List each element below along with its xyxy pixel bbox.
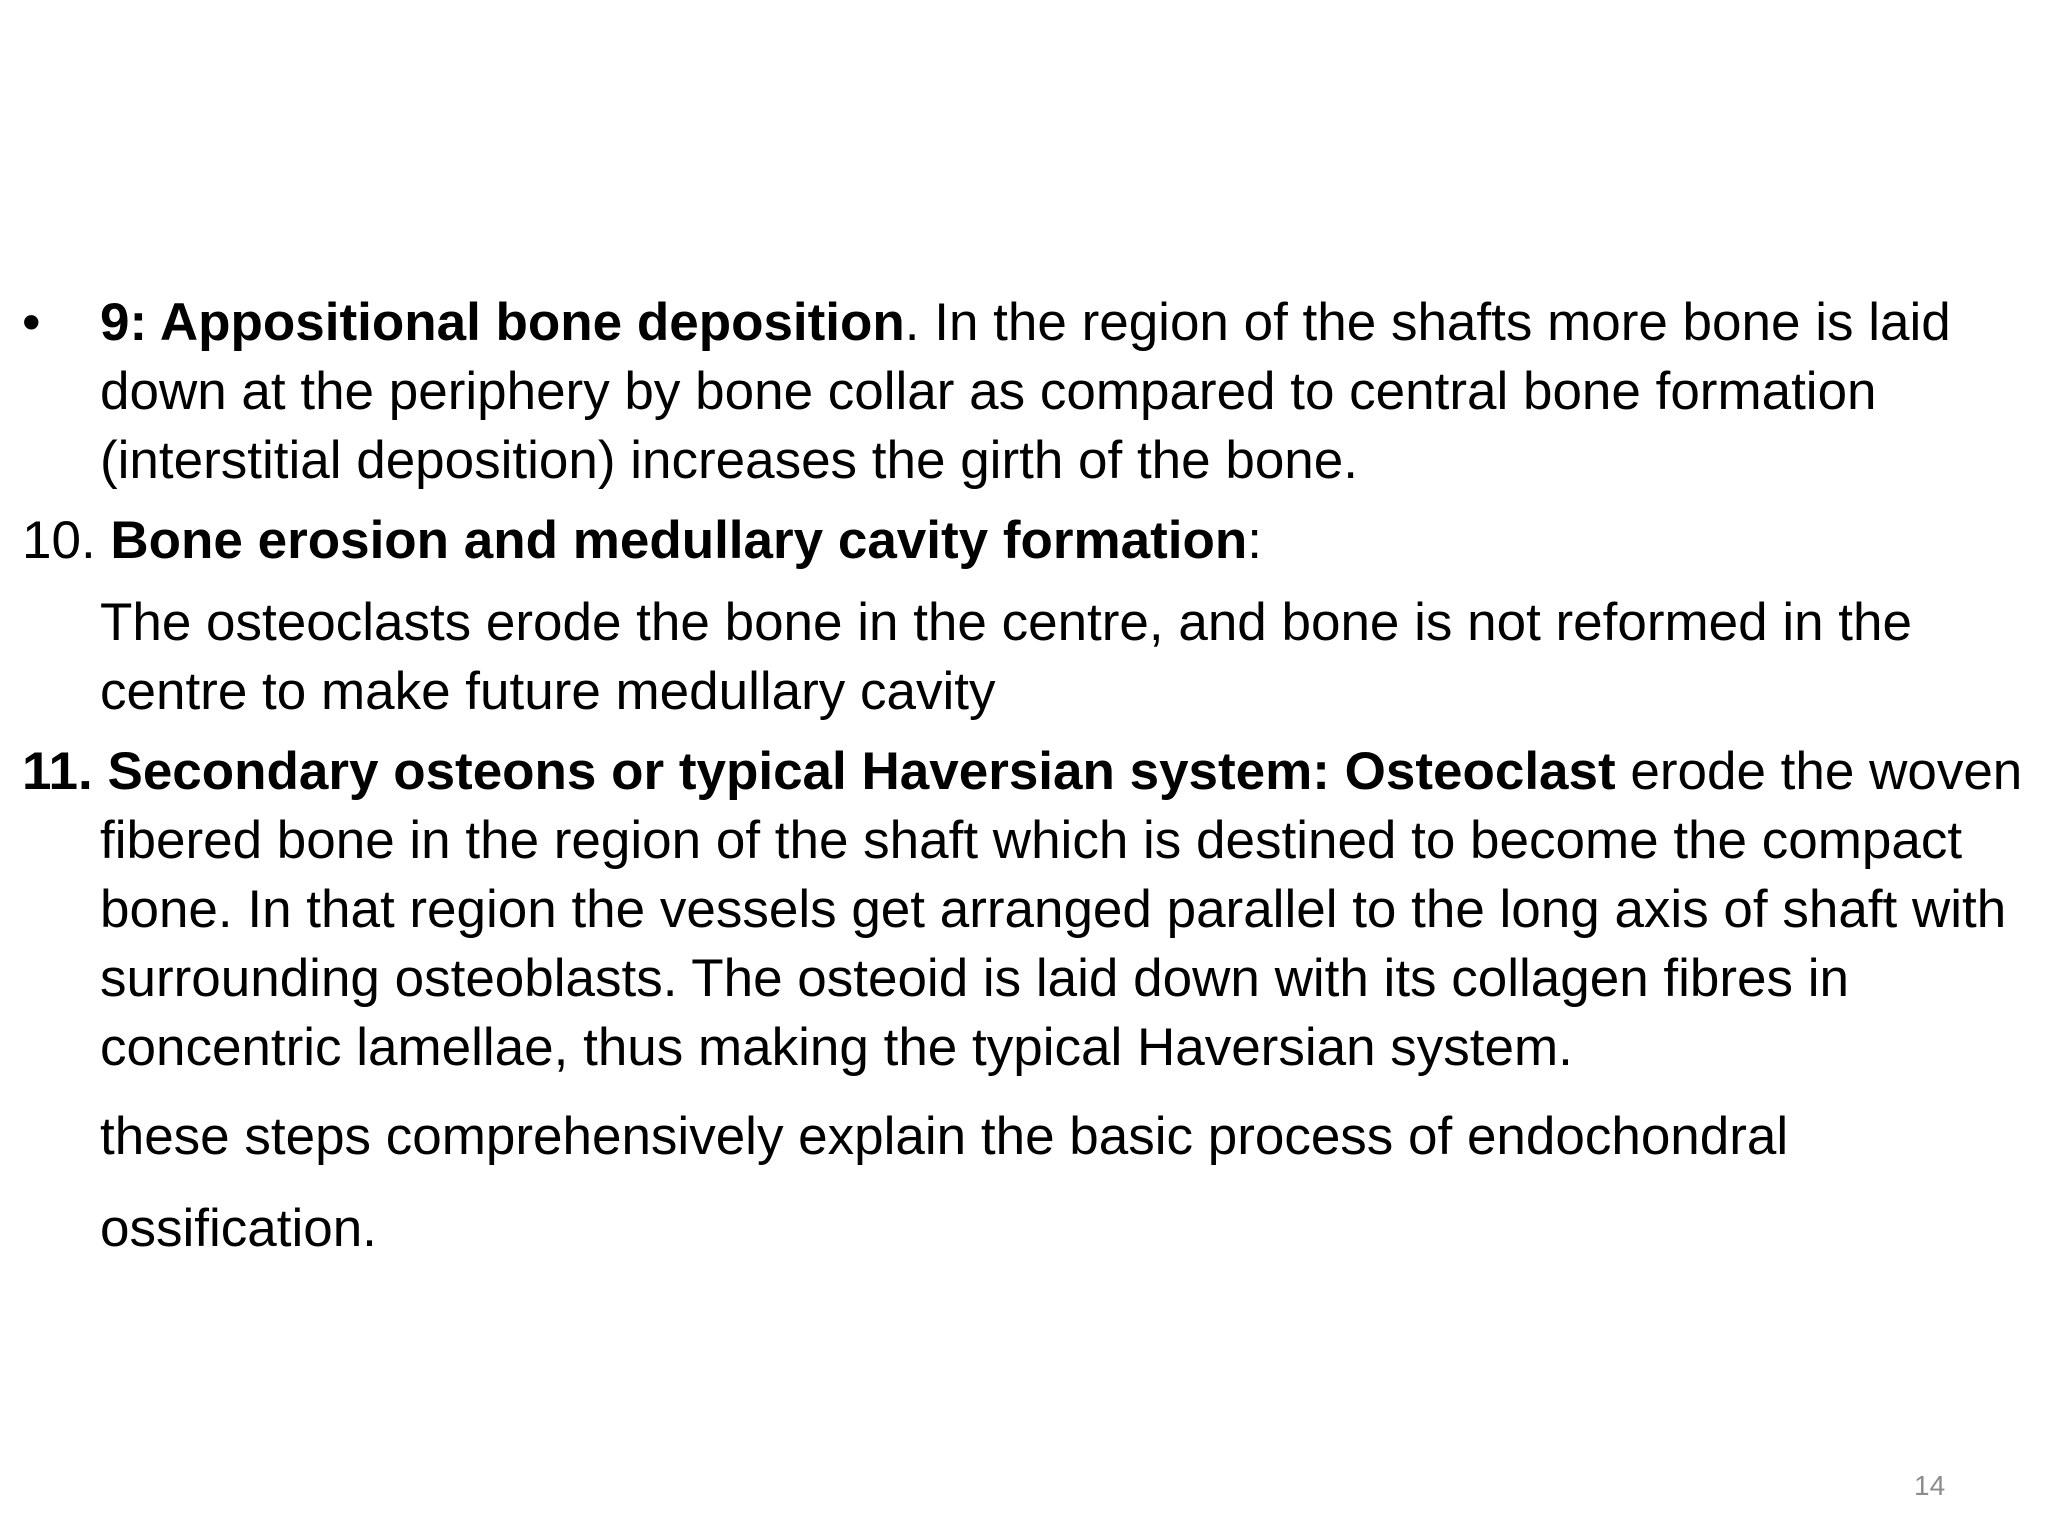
page-number: 14 bbox=[1914, 1470, 1946, 1501]
item-10-suffix: : bbox=[1247, 511, 1262, 570]
item-9-heading: 9: Appositional bone deposition bbox=[100, 293, 905, 352]
item-11-text: erode the woven fibered bone in the region of the shaft which is destined to become the compact bone. In that region the vessels get arranged parallel to the long axis of shaft with surrounding osteoblasts. The osteoid is laid down with its collagen fibres in concentric lamellae, thus making the typical Haversian system. bbox=[100, 742, 2023, 1077]
item-9-text: . In the region of the shafts more bone is laid down at the periphery by bone collar as compared to central bone formation (interstitial deposition) increases the girth of the bone. bbox=[100, 293, 1951, 490]
item-10-heading: Bone erosion and medullary cavity formation bbox=[110, 511, 1248, 570]
list-item-11 bbox=[22, 737, 2032, 1082]
slide-body bbox=[22, 288, 2032, 1275]
list-item-10 bbox=[22, 506, 2032, 575]
closing-text: these steps comprehensively explain the basic process of endochondral ossification. bbox=[100, 1107, 1789, 1258]
item-11-heading: 11. Secondary osteons or typical Haversian system: Osteoclast bbox=[22, 742, 1616, 801]
item-10-detail: The osteoclasts erode the bone in the centre, and bone is not reformed in the centre to make future medullary cavity bbox=[100, 593, 1912, 721]
list-item-9 bbox=[22, 288, 2032, 495]
item-10-number: 10. bbox=[22, 511, 111, 570]
bullet-marker: • bbox=[22, 293, 41, 352]
